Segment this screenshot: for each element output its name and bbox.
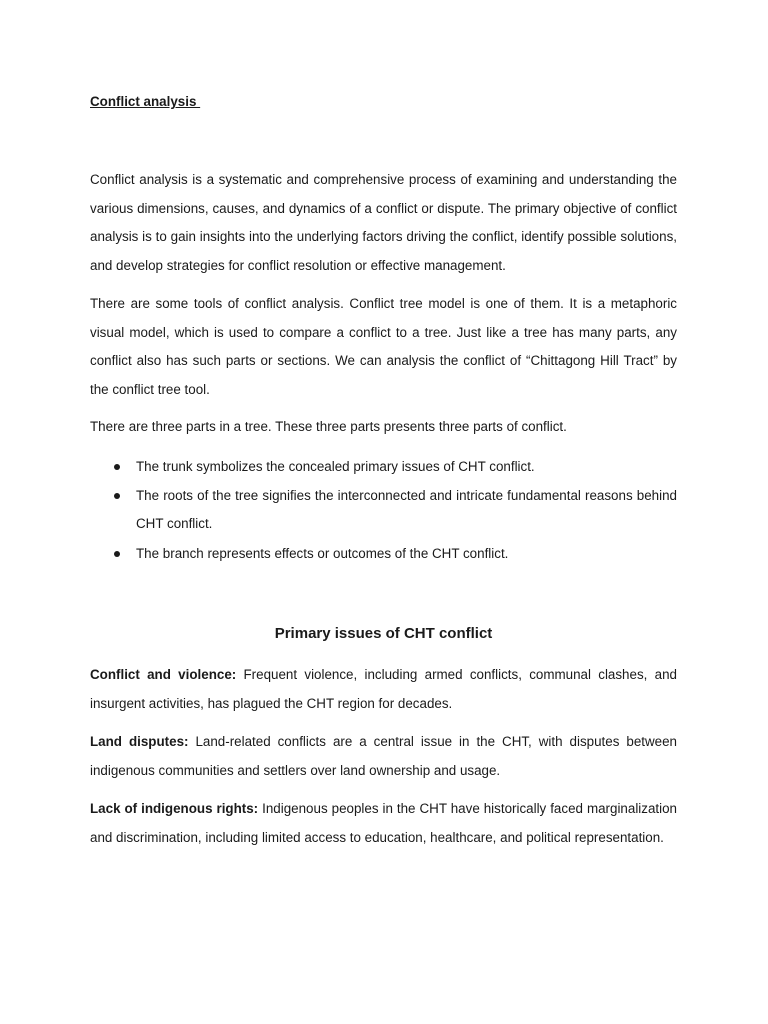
document-heading: Conflict analysis (90, 94, 201, 109)
list-item (90, 482, 677, 538)
list-item-text: The branch represents effects or outcomes of the CHT conflict. (136, 545, 509, 561)
issue-text: Frequent violence, including armed conflicts, communal clashes, and insurgent activities, has plagued the CHT region for decades. (90, 667, 677, 711)
issue-text: Indigenous peoples in the CHT have historically faced marginalization and discrimination, including limited access to education, healthcare, and political representation. (90, 801, 678, 845)
issue-land-disputes (90, 728, 677, 785)
issue-indigenous-rights (90, 795, 677, 852)
tree-parts-list (90, 453, 677, 569)
issue-conflict-violence (90, 661, 677, 718)
issue-label: Lack of indigenous rights: (90, 801, 259, 816)
bullet-icon (114, 464, 120, 470)
paragraph-conflict-tree: There are some tools of conflict analysis. Conflict tree model is one of them. It is a metaphoric visual model, which is used to compare a conflict to a tree. Just like a tree has many parts, any conflict also has such parts or sections. We can analysis the conflict of “Chittagong Hill Tract” by the conflict tree tool. (90, 296, 677, 397)
list-item (90, 453, 677, 481)
paragraph-definition: Conflict analysis is a systematic and comprehensive process of examining and understanding the various dimensions, causes, and dynamics of a conflict or dispute. The primary objective of conflict analysis is to gain insights into the underlying factors driving the conflict, identify possible solutions, and develop strategies for conflict resolution or effective management. (90, 172, 677, 273)
list-item-text: The roots of the tree signifies the interconnected and intricate fundamental reasons behind CHT conflict. (136, 488, 677, 532)
list-item-text: The trunk symbolizes the concealed primary issues of CHT conflict. (136, 459, 535, 474)
list-item (90, 540, 677, 568)
bullet-icon (114, 551, 120, 557)
paragraph-three-parts: There are three parts in a tree. These three parts presents three parts of conflict. (90, 419, 567, 434)
issue-label: Conflict and violence: (90, 667, 237, 682)
issue-text: Land-related conflicts are a central issue in the CHT, with disputes between indigenous communities and settlers over land ownership and usage. (90, 734, 677, 778)
section-title: Primary issues of CHT conflict (274, 625, 493, 642)
issue-label: Land disputes: (90, 734, 189, 749)
bullet-icon (114, 493, 120, 499)
